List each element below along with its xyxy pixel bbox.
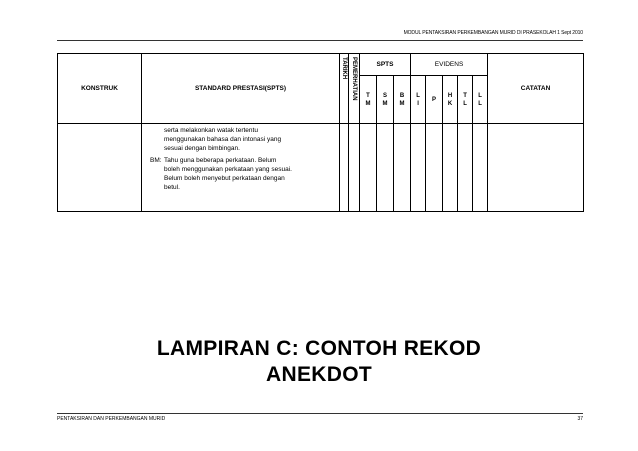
tarikh-label: TARIKH bbox=[341, 57, 347, 80]
bm-line: Tahu guna beberapa perkataan. Belum bbox=[164, 157, 277, 164]
standard-line: serta melakonkan watak tertentu bbox=[164, 127, 258, 134]
spts-tm: T M bbox=[360, 76, 377, 124]
evidens-hk: H K bbox=[443, 76, 458, 124]
bm-line: Belum boleh menyebut perkataan dengan bbox=[164, 175, 285, 182]
cell-tl bbox=[458, 124, 473, 212]
title-line-2: ANEKDOT bbox=[266, 363, 372, 386]
col-konstruk: KONSTRUK bbox=[58, 54, 142, 124]
running-header: MODUL PENTAKSIRAN PERKEMBANGAN MURID DI PRASEKOLAH 1 Sept 2010 bbox=[403, 30, 583, 36]
cell-tarikh bbox=[340, 124, 349, 212]
pemerhatian-label: PEMERHATIAN bbox=[351, 57, 357, 101]
col-pemerhatian bbox=[349, 54, 360, 124]
col-catatan: CATATAN bbox=[488, 54, 584, 124]
table-row bbox=[58, 124, 584, 212]
bm-line: boleh menggunakan perkataan yang sesuai. bbox=[164, 166, 292, 173]
cell-tm bbox=[360, 124, 377, 212]
cell-catatan bbox=[488, 124, 584, 212]
col-evidens: EVIDENS bbox=[411, 54, 488, 76]
evidens-ll: L L bbox=[473, 76, 488, 124]
spts-bm: B M bbox=[394, 76, 411, 124]
cell-ll bbox=[473, 124, 488, 212]
header-rule bbox=[57, 40, 583, 41]
page-title bbox=[0, 336, 638, 388]
title-line-1: LAMPIRAN C: CONTOH REKOD bbox=[156, 337, 482, 360]
cell-li bbox=[411, 124, 426, 212]
spts-sm: S M bbox=[377, 76, 394, 124]
footer-rule bbox=[57, 413, 583, 414]
footer-text: PENTAKSIRAN DAN PERKEMBANGAN MURID bbox=[57, 416, 166, 422]
col-standard-prestasi: STANDARD PRESTASI(SPTS) bbox=[142, 54, 340, 124]
bm-label: BM: bbox=[150, 157, 162, 164]
assessment-table bbox=[57, 53, 584, 212]
cell-pemerhatian bbox=[349, 124, 360, 212]
col-tarikh bbox=[340, 54, 349, 124]
cell-sm bbox=[377, 124, 394, 212]
cell-hk bbox=[443, 124, 458, 212]
cell-konstruk bbox=[58, 124, 142, 212]
evidens-li: L I bbox=[411, 76, 426, 124]
standard-line: sesuai dengan bimbingan. bbox=[164, 145, 240, 152]
cell-standard-prestasi bbox=[142, 124, 340, 212]
cell-bm bbox=[394, 124, 411, 212]
bm-line: betul. bbox=[164, 184, 180, 191]
page-number: 37 bbox=[577, 416, 583, 422]
evidens-p: P bbox=[426, 76, 443, 124]
standard-line: menggunakan bahasa dan intonasi yang bbox=[164, 136, 282, 143]
cell-p bbox=[426, 124, 443, 212]
col-spts: SPTS bbox=[360, 54, 411, 76]
evidens-tl: T L bbox=[458, 76, 473, 124]
